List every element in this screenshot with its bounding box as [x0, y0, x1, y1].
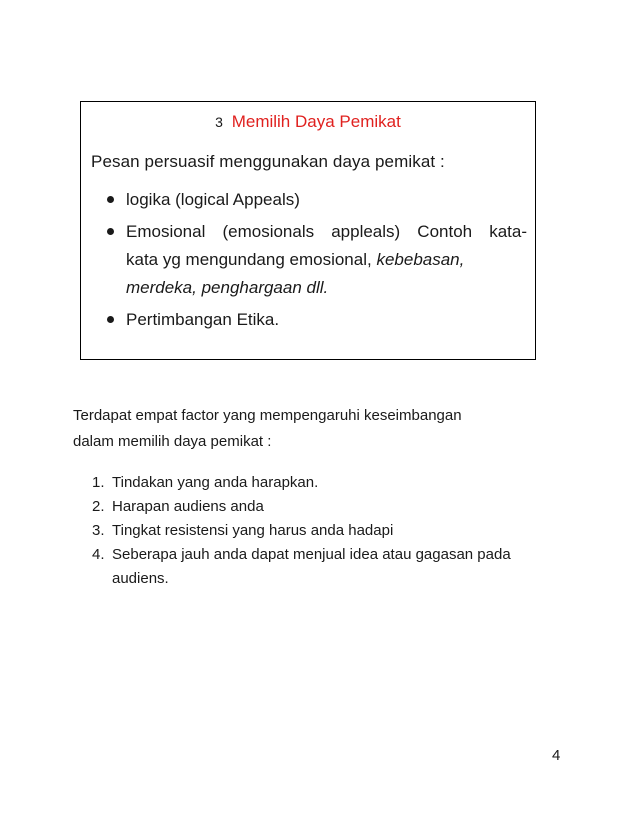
bullet-item-ethics	[107, 306, 527, 334]
list-item	[92, 495, 572, 519]
section-number: 3	[215, 114, 223, 130]
list-item	[92, 471, 572, 495]
list-number: 1.	[92, 474, 105, 491]
list-text: Harapan audiens anda	[112, 498, 264, 515]
list-item	[92, 543, 572, 591]
bullet-text: Pertimbangan Etika.	[126, 310, 280, 329]
bullet-text: logika (logical Appeals)	[126, 190, 300, 209]
bullet-text-plain: kata yg mengundang emosional,	[126, 250, 377, 269]
box-intro-text: Pesan persuasif menggunakan daya pemikat :	[91, 152, 445, 171]
bullet-text-line-2	[126, 246, 527, 274]
bullet-item-emotional	[107, 218, 527, 302]
section-title: Memilih Daya Pemikat	[231, 112, 401, 131]
list-text: Tingkat resistensi yang harus anda hadapi	[112, 522, 394, 539]
list-text: Tindakan yang anda harapkan.	[112, 474, 319, 491]
appeals-bullet-list	[107, 186, 527, 338]
factors-numbered-list	[92, 471, 572, 591]
list-text-continuation: audiens.	[112, 570, 169, 587]
page-number: 4	[552, 747, 561, 764]
list-text: Seberapa jauh anda dapat menjual idea atau gagasan pada	[112, 546, 511, 563]
list-number: 3.	[92, 522, 105, 539]
list-number: 4.	[92, 546, 105, 563]
bullet-text-line-3: merdeka, penghargaan dll.	[126, 278, 329, 297]
bullet-item-logic	[107, 186, 527, 214]
bullet-text-line-1: Emosional (emosionals appleals) Contoh kata-	[126, 222, 527, 241]
list-number: 2.	[92, 498, 105, 515]
bullet-dot-icon	[107, 228, 114, 235]
paragraph-line-1: Terdapat empat factor yang mempengaruhi keseimbangan	[73, 407, 462, 424]
list-item	[92, 519, 572, 543]
box-heading	[81, 112, 535, 132]
bullet-dot-icon	[107, 316, 114, 323]
bullet-text-italic: kebebasan,	[376, 250, 465, 269]
bullet-dot-icon	[107, 196, 114, 203]
highlight-box	[80, 101, 536, 360]
body-paragraph	[73, 403, 573, 455]
paragraph-line-2: dalam memilih daya pemikat :	[73, 433, 272, 450]
